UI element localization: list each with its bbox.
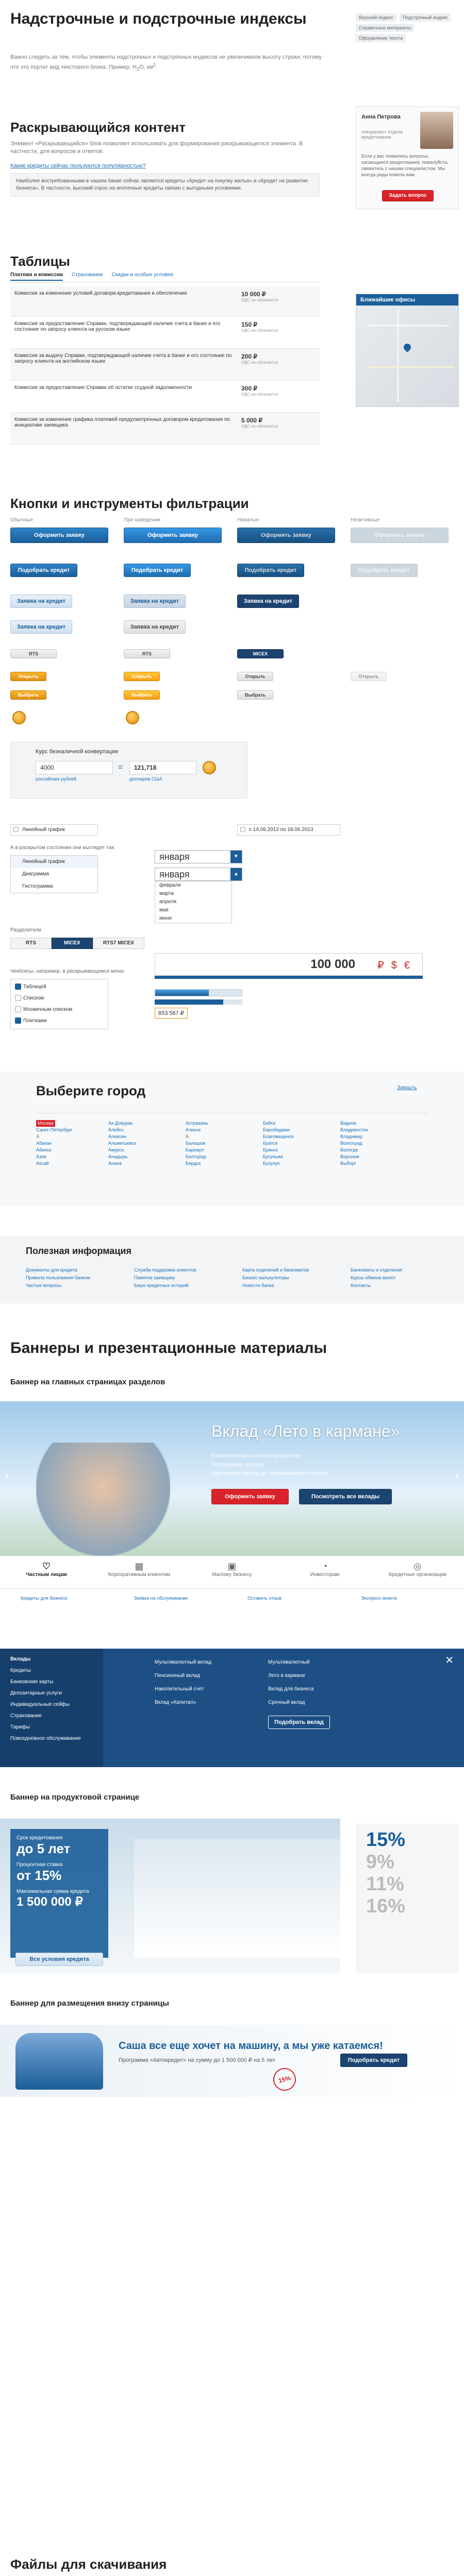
slider-tooltip: 853 567 ₽ <box>155 1008 188 1019</box>
order-button-pressed[interactable]: Оформить заявку <box>237 528 335 543</box>
menu-item[interactable]: Повседневное обслуживание <box>10 1736 81 1741</box>
dropdown-option[interactable]: марта <box>159 891 174 896</box>
city-link[interactable]: Санкт-Петербург <box>36 1127 73 1132</box>
table-row: Комиссия за предоставление Справки, подтверждающей наличие счета в банке и его состояние по запросу клиента на русском языке 150 ₽ НДС не облагается <box>10 316 320 348</box>
city-link[interactable]: Ачинск <box>186 1127 201 1132</box>
globe-icon: ◎ <box>413 1561 422 1571</box>
expand-title: Раскрывающийся контент <box>10 120 186 135</box>
buttons-title: Кнопки и инструменты фильтрации <box>10 496 249 511</box>
from-currency[interactable]: российских рублей <box>36 776 77 782</box>
city-link[interactable]: Анадырь <box>108 1154 128 1159</box>
banners-header <box>0 1340 464 1386</box>
submenu-link[interactable]: Мультивалютный вклад <box>155 1659 212 1665</box>
order-button-disabled: Оформить заявку <box>351 528 449 543</box>
product-terms: Срок кредитования до 5 лет Процентная ставка от 15% Максимальная сумма кредита 1 500 000 ₽ <box>10 1829 108 1958</box>
month-select[interactable]: января ▼ <box>155 850 242 863</box>
city-link[interactable]: Вологда <box>340 1147 358 1153</box>
menu-item[interactable]: Индивидуальные сейфы <box>10 1702 70 1707</box>
table-tabs <box>10 272 320 282</box>
progress-fill <box>155 999 223 1005</box>
sup-section <box>0 10 464 88</box>
bottom-banner <box>0 2025 464 2097</box>
useful-link[interactable]: Курсы обмена валют <box>351 1275 396 1280</box>
nav-bar <box>0 1556 464 1589</box>
banners-title: Баннеры и презентационные материалы <box>10 1340 327 1357</box>
bottom-heading: Саша все еще хочет на машину, а мы уже катаемся! <box>119 2040 383 2052</box>
chevron-up-icon: ▲ <box>230 868 242 880</box>
exchange-toggle <box>10 938 144 949</box>
nav-investors[interactable]: ◔ Инвесторам <box>278 1561 371 1578</box>
menu-col <box>268 1656 314 1709</box>
office-map[interactable] <box>356 294 459 407</box>
building-icon: ▦ <box>135 1561 144 1571</box>
request-button-light[interactable]: Заявка на кредит <box>10 620 72 634</box>
banners-sub3-wrap <box>0 1999 464 2014</box>
snow-photo <box>134 1839 340 1958</box>
city-column <box>108 1120 136 1167</box>
menu-item[interactable]: Тарифы <box>10 1724 30 1730</box>
nav-corporate[interactable]: ▦ Корпоративным клиентам <box>93 1561 186 1578</box>
bottom-sub: Программа «Автокредит» на сумму до 1 500 000 ₽ на 5 лет. <box>119 2057 276 2063</box>
converter <box>10 742 247 799</box>
city-link[interactable]: Воронеж <box>340 1154 359 1159</box>
main-banner <box>0 1401 464 1556</box>
map-road <box>397 310 399 402</box>
toggle-rts[interactable]: RTS <box>10 938 52 949</box>
date-range-picker[interactable]: с 14.06.2013 по 18.06.2013 <box>237 824 340 836</box>
banners-sub2-wrap <box>0 1793 464 1808</box>
col-header: Неактивные <box>351 517 380 523</box>
contact-name: Анна Петрова <box>361 114 401 120</box>
dropdown-option[interactable]: Гистограмма <box>22 884 53 889</box>
expand-desc: Элемент «Раскрывающийся» блок позволяет использовать для формирования раскрывающегося элемента. В частности, для вопросов и ответов. <box>10 141 303 155</box>
submenu-link[interactable]: Накопительный счёт <box>155 1686 204 1692</box>
tag[interactable]: Оформление текста <box>356 34 406 42</box>
city-link[interactable]: Азов <box>36 1154 46 1159</box>
micex-button-active[interactable]: MICEX <box>237 649 284 658</box>
useful-link[interactable]: Документы для кредита <box>26 1267 77 1273</box>
tag[interactable]: Справочные материалы <box>356 24 414 32</box>
city-link[interactable]: Астрахань <box>186 1121 208 1126</box>
submenu-link[interactable]: Вклад для бизнеса <box>268 1686 314 1692</box>
month-dropdown <box>155 881 232 923</box>
city-link[interactable]: Ак-Довурак <box>108 1121 133 1126</box>
checkbox-list[interactable]: Списком <box>15 993 104 1004</box>
city-link[interactable]: Анапа <box>108 1161 122 1166</box>
checks-label: Чекбоксы, например, в раскрывающемся меню <box>10 969 124 974</box>
percent-stamp: 15% <box>271 2065 299 2093</box>
city-link[interactable]: Барнаул <box>186 1147 204 1153</box>
open-button-pressed[interactable]: Открыть <box>237 672 273 681</box>
banner-photo <box>36 1443 170 1556</box>
view-checklist <box>10 979 108 1029</box>
nav-credit-orgs[interactable]: ◎ Кредитные организации <box>371 1561 464 1578</box>
chart-icon: ◔ <box>322 1561 328 1571</box>
calendar-icon <box>240 827 245 832</box>
submenu-link[interactable]: Вклад «Капитал» <box>155 1700 196 1705</box>
select-button-hover[interactable]: Выбрать <box>124 690 160 700</box>
chart-type-select[interactable]: Линейный график <box>10 824 98 836</box>
briefcase-icon: ▣ <box>227 1561 237 1571</box>
open-button-hover[interactable]: Открыть <box>124 672 160 681</box>
all-terms-button[interactable]: Все условия кредита <box>15 1953 103 1966</box>
next-arrow-icon[interactable]: › <box>455 1468 459 1482</box>
city-link[interactable]: Белгород <box>186 1154 206 1159</box>
section-nav <box>0 1556 464 1618</box>
table-row: Комиссия за изменение условий договора кредитования и обеспечения 10 000 ₽ НДС не облагается <box>10 286 320 316</box>
table-row: Комиссия за выдачу Справки, подтверждающей наличие счета в банке и его состояние по запросу клиента на английском языке 200 ₽ НДС не облагается <box>10 348 320 380</box>
checkbox-icon <box>15 995 21 1001</box>
amount-value: 100 000 <box>310 957 355 971</box>
converter-title: Курс безналичной конвертации <box>36 749 118 755</box>
banner-list: Ежемесячная выплата процентов Пополнение вклада Частичное снятие до неснижаемого остатка <box>211 1453 328 1477</box>
city-link[interactable]: Биробиджан <box>263 1127 290 1132</box>
city-link[interactable]: Балашов <box>186 1141 206 1146</box>
dropdown-option[interactable]: мая <box>159 907 169 913</box>
menu-item[interactable]: Кредиты <box>10 1668 31 1673</box>
ask-button[interactable]: Задать вопрос <box>382 190 434 201</box>
close-icon[interactable]: ✕ <box>445 1655 454 1666</box>
banner-all-deposits-button[interactable]: Посмотреть все вклады <box>299 1489 392 1504</box>
pick-credit-button[interactable]: Подобрать кредит <box>10 564 77 577</box>
quick-link[interactable]: Заявка на обслуживание <box>134 1596 188 1601</box>
nav-private[interactable]: ♡ Частным лицам <box>0 1561 93 1578</box>
city-link[interactable]: Абакан <box>36 1141 52 1146</box>
useful-column <box>242 1266 309 1290</box>
city-link[interactable]: Братск <box>263 1141 278 1146</box>
city-link[interactable]: Амурск <box>108 1147 124 1153</box>
city-link[interactable]: Бузулук <box>263 1161 280 1166</box>
bottom-pick-credit-button[interactable]: Подобрать кредит <box>340 2054 407 2067</box>
select-button-pressed[interactable]: Выбрать <box>237 690 273 700</box>
checkbox-icon <box>15 984 21 990</box>
col-header: Обычные <box>10 517 34 523</box>
useful-column <box>351 1266 402 1290</box>
chart-open-label: А в раскрытом состоянии они выглядят так: <box>10 845 115 851</box>
map-road <box>367 325 449 326</box>
progress-bar <box>155 999 242 1005</box>
city-link[interactable]: Алексин <box>108 1134 126 1139</box>
close-link[interactable]: Закрыть <box>397 1085 417 1091</box>
city-link[interactable]: Видное <box>340 1121 357 1126</box>
files-title: Файлы для скачивания <box>10 2556 167 2572</box>
city-link[interactable]: Брянск <box>263 1147 278 1153</box>
city-title: Выберите город <box>36 1083 146 1098</box>
rts-button-hover[interactable]: RTS <box>124 649 170 658</box>
checkbox-mosaic[interactable]: Мозаичным списком <box>15 1004 104 1015</box>
tag[interactable]: Подстрочный индекс <box>400 13 451 22</box>
city-link[interactable]: Благовещенск <box>263 1134 294 1139</box>
avatar <box>420 112 453 149</box>
letter-head: А <box>36 1134 40 1139</box>
tab-discounts[interactable]: Скидки и особые условия <box>111 272 173 278</box>
useful-link[interactable]: Новости банка <box>242 1283 274 1288</box>
dropdown-option[interactable]: апреля <box>159 899 177 905</box>
tab-insurance[interactable]: Страхование <box>71 272 103 278</box>
table-row: Комиссия за изменение графика платежей предусмотренных договором кредитования по инициативе заемщика 5 000 ₽ НДС не облагается <box>10 412 320 444</box>
contact-card <box>356 106 459 209</box>
mega-menu-list <box>0 1649 103 1767</box>
order-button-hover[interactable]: Оформить заявку <box>124 528 222 543</box>
useful-title: Полезная информация <box>26 1246 131 1256</box>
car-photo <box>15 2033 103 2090</box>
city-column <box>186 1120 208 1167</box>
coin-icon[interactable] <box>126 711 139 724</box>
menu-col <box>155 1656 211 1709</box>
checkbox-tiles[interactable]: Плитками <box>15 1015 104 1027</box>
letter-head: Б <box>186 1134 189 1139</box>
chart-icon <box>13 827 19 832</box>
pick-credit-button-pressed[interactable]: Подобрать кредит <box>237 564 304 577</box>
city-column <box>36 1120 73 1167</box>
menu-item[interactable]: Страхование <box>10 1713 42 1719</box>
menu-item[interactable]: Вклады <box>10 1656 31 1662</box>
submenu-link[interactable]: Пенсионный вклад <box>155 1673 201 1679</box>
prev-arrow-icon[interactable]: ‹ <box>5 1468 9 1482</box>
sup-desc: Важно следить за тем, чтобы элементы надстрочных и подстрочных индексов не увеличивали высоту строки, потому что это портит вид текстового блока. Пример: $Н_2O$, $км^2$. <box>10 54 322 72</box>
city-link[interactable]: Москва <box>36 1120 55 1127</box>
menu-item[interactable]: Банковские карты <box>10 1679 54 1685</box>
map-title: Ближайшие офисы <box>356 294 459 306</box>
currency-switch[interactable]: ₽$€ <box>377 960 417 971</box>
quick-link[interactable]: Оставить отзыв <box>247 1596 281 1601</box>
city-link[interactable]: Волгоград <box>340 1141 362 1146</box>
contact-note: Если у вас появились вопросы, касающиеся кредитования, пожалуйста, свяжитесь с нашим специалистом. Мы всегда рады помочь вам. <box>361 154 449 177</box>
useful-link[interactable]: Банкоматы и отделения <box>351 1267 403 1273</box>
rts-button[interactable]: RTS <box>10 649 57 658</box>
col-header: Нажатые <box>237 517 259 523</box>
city-column <box>263 1120 294 1167</box>
pick-credit-button-disabled: Подобрать кредит <box>351 564 418 577</box>
city-link[interactable]: Владивосток <box>340 1127 368 1132</box>
tab-payments[interactable]: Платежи и комиссии <box>10 272 63 281</box>
useful-column <box>26 1266 90 1290</box>
progress-fill <box>155 990 209 996</box>
banners-sub2: Баннер на продуктовой странице <box>10 1793 140 1802</box>
coin-icon[interactable] <box>12 711 26 724</box>
pick-deposit-button[interactable]: Подобрать вклад <box>268 1716 330 1729</box>
contact-role: специалист отдела кредитования <box>361 129 403 140</box>
to-currency[interactable]: долларов США <box>129 776 162 782</box>
month-select-open[interactable]: января ▲ <box>155 868 242 881</box>
amount-field[interactable] <box>155 953 423 976</box>
useful-column <box>134 1266 196 1290</box>
useful-link[interactable]: Бизнес-калькуляторы <box>242 1275 289 1280</box>
useful-link[interactable]: Памятки заемщику <box>134 1275 175 1280</box>
request-button-hover[interactable]: Заявка на кредит <box>124 595 186 608</box>
useful-link[interactable]: Частые вопросы <box>26 1283 62 1288</box>
city-section <box>0 1072 464 1206</box>
amount-slider-track[interactable] <box>155 976 423 979</box>
useful-section <box>0 1236 464 1303</box>
expand-body: Наиболее востребованными в нашем банке сейчас являются кредиты «Кредит на покупку жилья» и «Кредит на развитие бизнеса». В частности, высокий спрос на ипотечные кредиты связан с выгодными условиями. <box>10 173 320 197</box>
nav-small-business[interactable]: ▣ Малому бизнесу <box>186 1561 278 1578</box>
useful-link[interactable]: Правила пользования банком <box>26 1275 90 1280</box>
dropdown-option[interactable]: Диаграмма <box>22 871 49 877</box>
banner-order-button[interactable]: Оформить заявку <box>211 1489 289 1504</box>
submenu-link[interactable]: Мультивалютный <box>268 1659 310 1665</box>
from-amount-input[interactable]: 4000 <box>36 761 113 774</box>
toggle-micex[interactable]: MICEX <box>52 938 93 949</box>
submenu-link[interactable]: Срочный вклад <box>268 1700 305 1705</box>
page-title: Надстрочные и подстрочные индексы <box>10 10 307 27</box>
tag[interactable]: Верхний индекс <box>356 13 396 22</box>
tariff-table <box>10 286 320 445</box>
city-link[interactable]: Бугульма <box>263 1154 283 1159</box>
open-button-disabled: Открыть <box>351 672 387 681</box>
toggle-label: Разделители <box>10 927 41 933</box>
map-road <box>367 366 454 368</box>
useful-link[interactable]: Контакты <box>351 1283 371 1288</box>
city-link[interactable]: Владимир <box>340 1134 362 1139</box>
tables-title: Таблицы <box>10 253 70 269</box>
progress-bar <box>155 989 242 996</box>
expand-link[interactable]: Какие кредиты сейчас пользуются популярностью? <box>10 163 146 169</box>
open-button[interactable]: Открыть <box>10 672 46 681</box>
dropdown-option[interactable]: Линейный график <box>11 856 97 868</box>
city-link[interactable]: Бийск <box>263 1121 276 1126</box>
menu-item[interactable]: Депозитарные услуги <box>10 1690 62 1696</box>
request-button-grey[interactable]: Заявка на кредит <box>124 620 186 634</box>
request-button-pressed[interactable]: Заявка на кредит <box>237 595 299 608</box>
city-link[interactable]: Алейск <box>108 1127 124 1132</box>
dropdown-option[interactable]: июня <box>159 916 172 921</box>
pick-credit-button-hover[interactable]: Подобрать кредит <box>124 564 191 577</box>
select-button[interactable]: Выбрать <box>10 690 46 700</box>
useful-link[interactable]: Карта отделений и банкоматов <box>242 1267 309 1273</box>
files-section <box>0 2555 464 2576</box>
useful-link[interactable]: Служба поддержки клиентов <box>134 1267 196 1273</box>
product-banner <box>0 1819 340 1973</box>
city-link[interactable]: Аксай <box>36 1161 49 1166</box>
quick-link[interactable]: Экспресс-анкета <box>361 1596 397 1601</box>
city-column <box>340 1120 368 1167</box>
dropdown-menu-banner <box>0 1649 464 1767</box>
useful-link[interactable]: Бюро кредитных историй <box>134 1283 189 1288</box>
city-link[interactable]: Альметьевск <box>108 1141 136 1146</box>
to-amount-input[interactable]: 121,718 <box>129 761 196 774</box>
dropdown-option[interactable]: февраля <box>159 883 181 888</box>
table-row: Комиссия за предоставление Справки об остатке ссудной задолженности 300 ₽ НДС не облагается <box>10 380 320 412</box>
chevron-down-icon: ▼ <box>230 851 242 863</box>
col-header: При наведении <box>124 517 160 523</box>
tag-list <box>356 13 459 44</box>
city-link[interactable]: Выборг <box>340 1161 356 1166</box>
quick-link[interactable]: Кредиты для бизнеса <box>21 1596 68 1601</box>
city-link[interactable]: Абинск <box>36 1147 52 1153</box>
map-pin-icon[interactable] <box>402 342 412 352</box>
banners-sub1: Баннер на главных страницах разделов <box>10 1378 165 1386</box>
checkbox-icon <box>15 1018 21 1024</box>
banners-sub3: Баннер для размещения внизу страницы <box>10 1999 169 2008</box>
submenu-link[interactable]: Лето в кармане <box>268 1673 305 1679</box>
expand-section <box>0 114 464 237</box>
order-button[interactable]: Оформить заявку <box>10 528 108 543</box>
request-button[interactable]: Заявка на кредит <box>10 595 72 608</box>
city-link[interactable]: Бердск <box>186 1161 201 1166</box>
checkbox-icon <box>15 1006 21 1012</box>
banner-heading: Вклад «Лето в кармане» <box>211 1422 400 1440</box>
heart-icon: ♡ <box>42 1561 51 1571</box>
toggle-rts-micex[interactable]: RTS7 MICEX <box>93 938 144 949</box>
percent-stack: 15% 9% 11% 16% <box>356 1824 459 1973</box>
tables-section <box>0 252 464 474</box>
checkbox-table[interactable]: Таблицей <box>15 981 104 993</box>
coin-icon <box>203 761 216 774</box>
chart-type-dropdown <box>10 855 98 893</box>
equals-icon: = <box>118 763 123 772</box>
